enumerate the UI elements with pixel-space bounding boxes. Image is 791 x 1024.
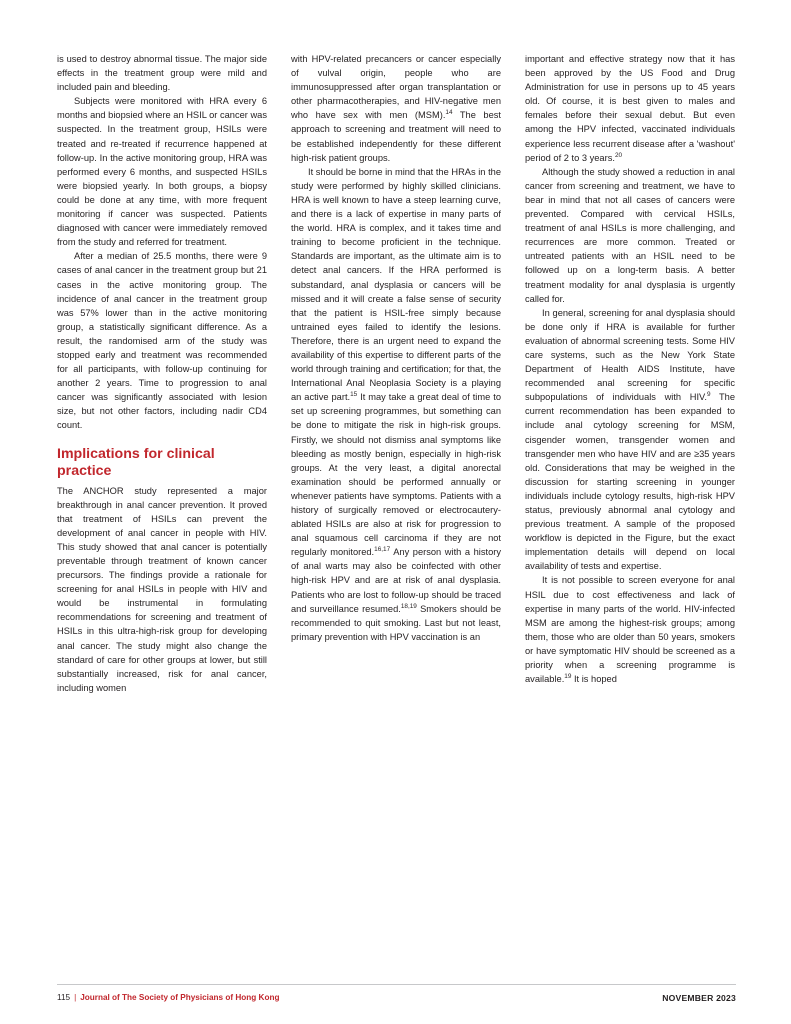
paragraph: In general, screening for anal dysplasia should be done only if HRA is available for further evaluation of abnormal screening tests. Some HIV care systems, such as the New York State Department of Health AIDS Institute, have recommended anal screening for specific subpopulations of individuals with HIV.$^9$ The current recommendation has been expanded to include anal cytology screening for MSM, cisgender women, transgender women and transgender men who have HIV and are ≥35 years old. Considerations that may be weighed in the discussion for starting screening in younger individuals include cytology results, high-risk HPV status, previously abnormal anal cytology and previous treatment. A sample of the proposed workflow is depicted in the Figure, but the exact implementation details will depend on local availability of tests and expertise. bbox=[525, 307, 735, 572]
paragraph: The ANCHOR study represented a major breakthrough in anal cancer prevention. It proved that treatment of HSILs can prevent the development of anal cancer in people with HIV. This study showed that anal cancer is potentially preventable through treatment of known cancer precursors. The findings provide a rationale for screening for anal HSILs in people with HIV and would be instrumental in formulating recommendations for screening and treatment of HSILs in this ultra-high-risk group for developing anal cancer. The study might also change the standard of care for other groups at lower, but still substantially increased, risk for anal cancer, including women bbox=[57, 485, 267, 693]
paragraph: It is not possible to screen everyone for anal HSIL due to cost effectiveness and lack of expertise in many parts of the world. HIV-infected MSM are among the highest-risk groups; among them, those who are older than 50 years, smokers or have symptomatic HIV should be screened as a priority when a screening programme is available.$^{19}$ It is hoped bbox=[525, 575, 735, 685]
paragraph: After a median of 25.5 months, there were 9 cases of anal cancer in the treatment group but 21 cases in the active monitoring group. The incidence of anal cancer in the treatment group was 57% lower than in the active monitoring group, a statistically significant difference. As a result, the randomised arm of the study was stopped early and treatment was recommended for all participants, with follow-up continuing for another 2 years. Time to progression to anal cancer was significantly associated with lesion size, but not other factors, including nadir CD4 count. bbox=[57, 251, 267, 431]
page-number: 115 bbox=[57, 993, 71, 1002]
paragraph: It should be borne in mind that the HRAs in the study were performed by highly skilled clinicians. HRA is well known to have a steep learning curve, and there is a lack of expertise in many parts of the world. HRA is complex, and it takes time and training to become proficient in the technique. Standards are important, as the ultimate aim is to detect anal cancers. If the HRA performed is substandard, anal dysplasia or cancers will be missed and it will create a false sense of security that the patient is HSIL-free simply because untrained eyes failed to identify the lesions. Therefore, there is an urgent need to expand the availability of this expertise to different parts of the world through training and certification; for that, the International Anal Neoplasia Society is a playing an active part.$^{15}$ It may take a great deal of time to set up screening programmes, but something can be done to mitigate the risk in high-risk groups. Firstly, we should not dismiss anal symptoms like bleeding as mostly benign, especially in high-risk groups. At the very least, a digital anorectal examination should be performed annually or whenever patients have symptoms. Patients with a history of surgically removed or electrocautery-ablated HSILs are also at risk for progression to anal squamous cell carcinoma if they are not regularly monitored.$^{16,17}$ Any person with a history of anal warts may also be coinfected with other high-risk HPV and are at risk of anal dysplasia. Patients who are lost to follow-up should be traced and surveillance resumed.$^{18,19}$ Smokers should be recommended to quit smoking. Last but not least, primary prevention with HPV vaccination is an bbox=[291, 166, 501, 642]
paragraph: is used to destroy abnormal tissue. The major side effects in the treatment group were mild and included pain and bleeding. bbox=[57, 54, 267, 93]
text-column-2 bbox=[291, 52, 501, 962]
text-column-3 bbox=[525, 52, 735, 962]
footer-separator: | bbox=[74, 993, 77, 1002]
paragraph: important and effective strategy now that it has been approved by the US Food and Drug Administration for use in persons up to 45 years old. Of course, it is best given to males and females before their sexual debut. But even among the HPV infected, vaccinated individuals experience less recurrent disease after a 'washout' period of 2 to 3 years.$^{20}$ bbox=[525, 54, 735, 163]
issue-date: NOVEMBER 2023 bbox=[662, 993, 736, 1003]
page-footer bbox=[0, 984, 791, 1024]
paragraph: with HPV-related precancers or cancer especially of vulval origin, people who are immunosuppressed after organ transplantation or other pharmacotherapies, and HIV-negative men who have sex with men (MSM).$^{14}$ The best approach to screening and treatment will need to be established independently for these different high-risk patient groups. bbox=[291, 54, 501, 163]
article-body bbox=[57, 52, 736, 962]
journal-title: Journal of The Society of Physicians of Hong Kong bbox=[80, 993, 280, 1002]
footer-divider bbox=[57, 984, 736, 985]
paragraph: Although the study showed a reduction in anal cancer from screening and treatment, we have to bear in mind that not all cases of cancers were prevented. Compared with cervical HSILs, treatment of anal HSILs is more challenging, and recurrences are more common. Treated or untreated patients with an HSIL need to be followed up on a long-term basis. A better treatment modality for anal dysplasia is urgently called for. bbox=[525, 166, 735, 304]
section-heading: Implications for clinical practice bbox=[57, 445, 215, 480]
paragraph: Subjects were monitored with HRA every 6 months and biopsied where an HSIL or cancer was suspected. In the treatment group, HSILs were treated and re-treated if recurrence happened at follow-up. In the active monitoring group, HRA was performed every 6 months, and suspected HSILs were biopsied yearly. In both groups, a biopsy could be done at any time, with more frequent monitoring if cancer was suspected. Patients diagnosed with cancer were immediately removed from the study and referred for treatment. bbox=[57, 96, 267, 248]
text-column-1 bbox=[57, 52, 267, 962]
footer-journal-info bbox=[57, 993, 279, 1002]
